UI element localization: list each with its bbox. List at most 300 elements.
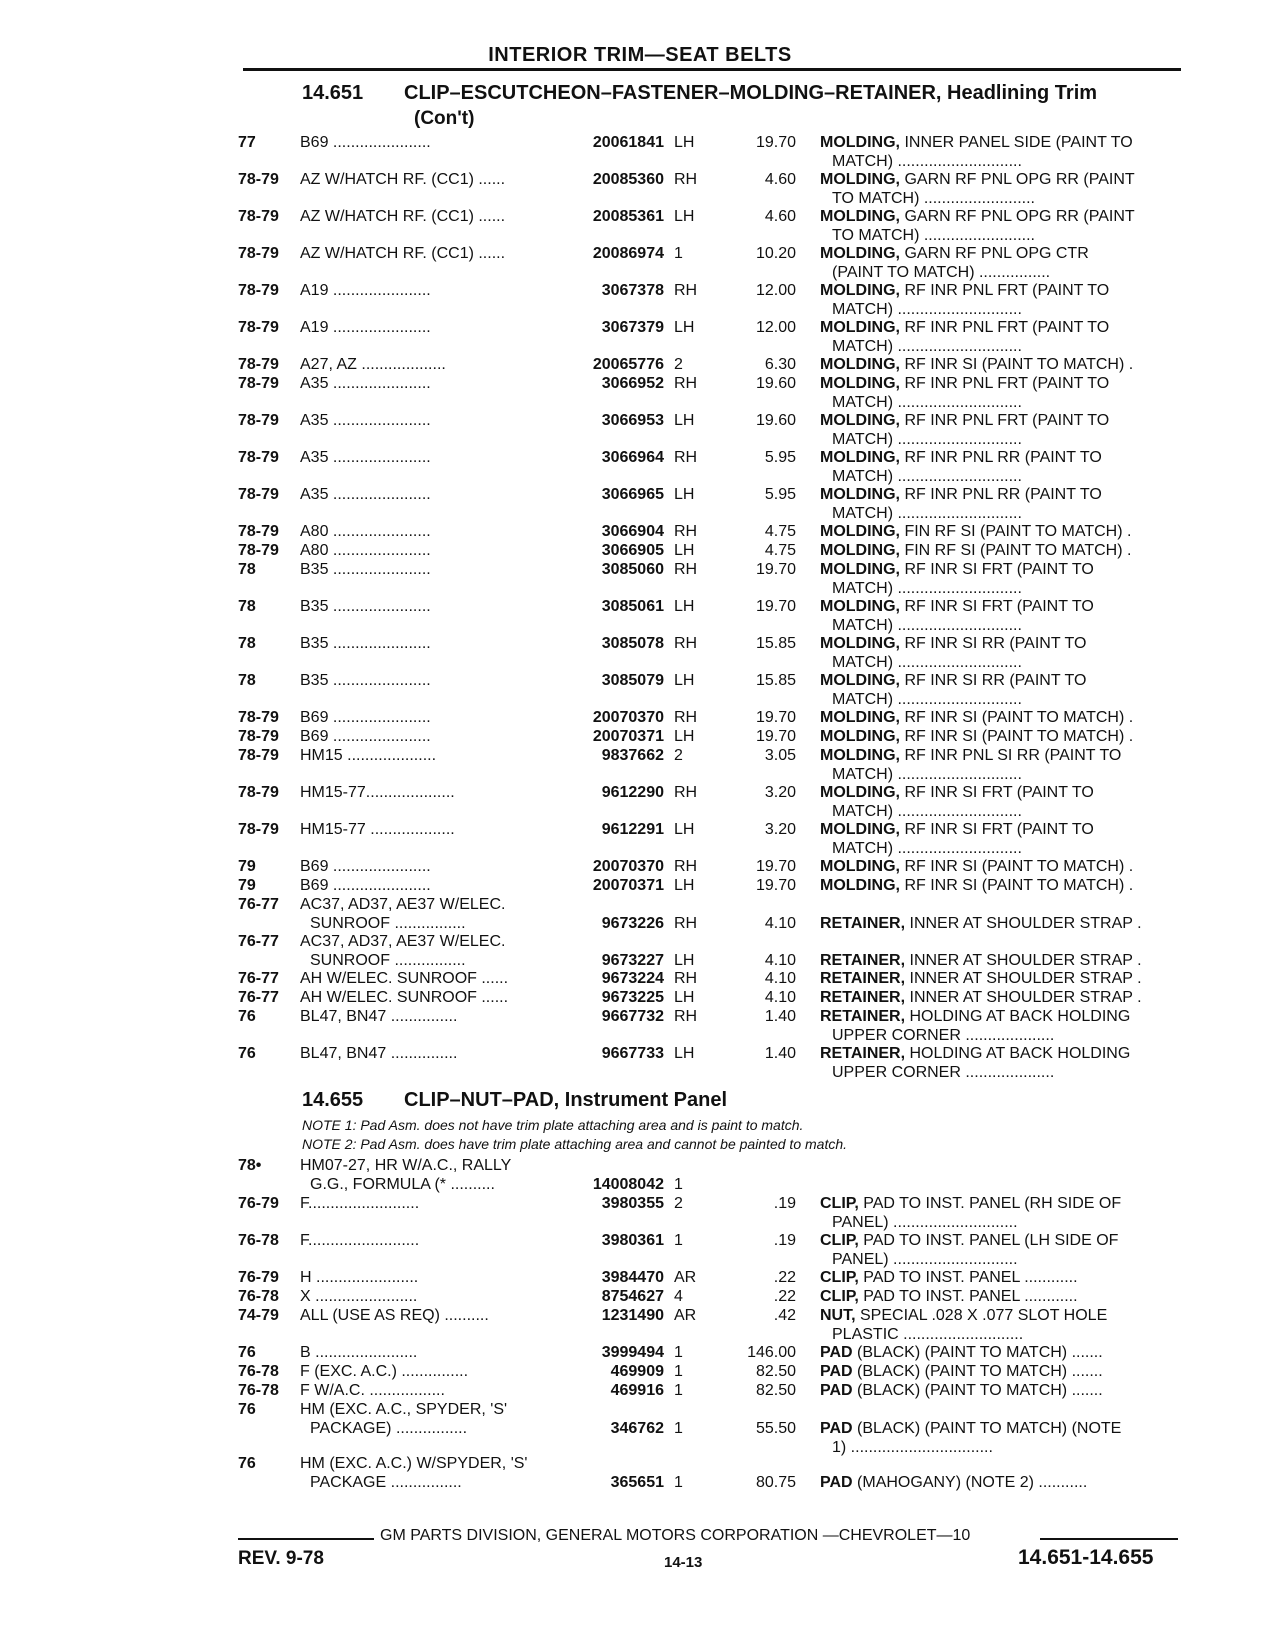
description-keyword: RETAINER, — [820, 915, 906, 932]
description-text: GARN RF PNL OPG RR (PAINT — [900, 171, 1135, 188]
description — [820, 281, 1180, 300]
price: 19.70 — [755, 598, 796, 615]
price: 3.05 — [764, 747, 796, 764]
description-cont: MATCH) ............................ — [832, 691, 1022, 708]
model-year: 77 — [238, 134, 256, 151]
price: 15.85 — [755, 672, 796, 689]
description-text: RF INR SI (PAINT TO MATCH) . — [900, 728, 1134, 745]
price: 19.70 — [755, 561, 796, 578]
part-number: 3066904 — [601, 523, 664, 540]
model-year: 78-79 — [238, 747, 279, 764]
application: A35 ...................... — [300, 412, 431, 429]
description-cont: MATCH) ............................ — [832, 803, 1022, 820]
application-cont: SUNROOF ................ — [310, 915, 466, 932]
section-number: 14.655 — [302, 1089, 364, 1111]
part-number: 20070370 — [592, 709, 664, 726]
quantity: RH — [674, 561, 698, 578]
price: 4.10 — [764, 989, 796, 1006]
section-number: 14.651 — [302, 82, 364, 104]
part-number: 9612291 — [601, 821, 664, 838]
application: B35 ...................... — [300, 635, 431, 652]
description — [820, 485, 1180, 504]
part-number: 3980355 — [601, 1195, 664, 1212]
description-keyword: MOLDING, — [820, 542, 900, 559]
footer-rule-left — [238, 1538, 374, 1540]
quantity: 4 — [674, 1288, 683, 1305]
model-year: 76-77 — [238, 933, 279, 950]
model-year: 78-79 — [238, 245, 279, 262]
description-keyword: MOLDING, — [820, 356, 900, 373]
part-number: 3066905 — [601, 542, 664, 559]
description-text: (BLACK) (PAINT TO MATCH) (NOTE — [852, 1420, 1122, 1437]
application: F (EXC. A.C.) ............... — [300, 1363, 469, 1380]
model-year: 78• — [238, 1157, 262, 1174]
description — [820, 969, 1180, 988]
model-year: 78-79 — [238, 709, 279, 726]
description-text: RF INR PNL FRT (PAINT TO — [900, 319, 1110, 336]
section-continued: (Con't) — [414, 108, 475, 129]
application: H ....................... — [300, 1269, 419, 1286]
description-keyword: CLIP, — [820, 1288, 859, 1305]
quantity: LH — [674, 542, 695, 559]
price: 1.40 — [764, 1008, 796, 1025]
part-number: 20070371 — [592, 728, 664, 745]
description-cont: MATCH) ............................ — [832, 394, 1022, 411]
description-keyword: MOLDING, — [820, 672, 900, 689]
part-number: 3085078 — [601, 635, 664, 652]
description-cont: PLASTIC ........................... — [832, 1326, 1024, 1343]
quantity: LH — [674, 1045, 695, 1062]
part-number: 3066952 — [601, 375, 664, 392]
part-number: 3066964 — [601, 449, 664, 466]
description — [820, 1231, 1180, 1250]
model-year: 76-78 — [238, 1382, 279, 1399]
model-year: 78-79 — [238, 449, 279, 466]
model-year: 76-79 — [238, 1195, 279, 1212]
application: B69 ...................... — [300, 858, 431, 875]
model-year: 78-79 — [238, 412, 279, 429]
description-text: GARN RF PNL OPG CTR — [900, 245, 1089, 262]
description-keyword: MOLDING, — [820, 523, 900, 540]
description-text: RF INR SI FRT (PAINT TO — [900, 598, 1094, 615]
description-keyword: MOLDING, — [820, 709, 900, 726]
description — [820, 374, 1180, 393]
quantity: RH — [674, 449, 698, 466]
price: 4.10 — [764, 952, 796, 969]
model-year: 78 — [238, 635, 256, 652]
description-keyword: MOLDING, — [820, 858, 900, 875]
description-keyword: MOLDING, — [820, 171, 900, 188]
quantity: LH — [674, 319, 695, 336]
description-text: RF INR PNL FRT (PAINT TO — [900, 282, 1110, 299]
application: B69 ...................... — [300, 709, 431, 726]
application: AZ W/HATCH RF. (CC1) ...... — [300, 245, 506, 262]
application: A80 ...................... — [300, 523, 431, 540]
price: 12.00 — [755, 282, 796, 299]
description-keyword: PAD — [820, 1420, 853, 1437]
part-number: 9667733 — [601, 1045, 664, 1062]
description-keyword: MOLDING, — [820, 728, 900, 745]
application: AZ W/HATCH RF. (CC1) ...... — [300, 171, 506, 188]
description-keyword: MOLDING, — [820, 412, 900, 429]
description-cont: TO MATCH) ......................... — [832, 227, 1035, 244]
quantity: RH — [674, 1008, 698, 1025]
description-text: RF INR PNL FRT (PAINT TO — [900, 412, 1110, 429]
part-number: 3999494 — [601, 1344, 664, 1361]
part-number: 9837662 — [601, 747, 664, 764]
quantity: LH — [674, 952, 695, 969]
price: 4.60 — [764, 171, 796, 188]
part-number: 1231490 — [601, 1307, 664, 1324]
model-year: 76 — [238, 1344, 256, 1361]
price: 19.70 — [755, 877, 796, 894]
part-number: 14008042 — [592, 1176, 664, 1193]
description-text: INNER AT SHOULDER STRAP . — [905, 970, 1142, 987]
section-title: CLIP–ESCUTCHEON–FASTENER–MOLDING–RETAINER, Headlining Trim — [404, 82, 1098, 104]
description-keyword: MOLDING, — [820, 375, 900, 392]
description-text: RF INR SI RR (PAINT TO — [900, 672, 1087, 689]
application-cont: SUNROOF ................ — [310, 952, 466, 969]
application: A35 ...................... — [300, 375, 431, 392]
model-year: 78-79 — [238, 208, 279, 225]
model-year: 78-79 — [238, 375, 279, 392]
price: 19.70 — [755, 728, 796, 745]
application: A19 ...................... — [300, 319, 431, 336]
description-text: INNER AT SHOULDER STRAP . — [905, 915, 1142, 932]
description — [820, 318, 1180, 337]
quantity: LH — [674, 208, 695, 225]
price: 4.10 — [764, 915, 796, 932]
part-number: 3066953 — [601, 412, 664, 429]
description — [820, 1343, 1180, 1362]
part-number: 20070370 — [592, 858, 664, 875]
price: .22 — [773, 1288, 796, 1305]
description — [820, 133, 1180, 152]
application: B69 ...................... — [300, 877, 431, 894]
description-text: FIN RF SI (PAINT TO MATCH) . — [900, 523, 1132, 540]
description-cont: MATCH) ............................ — [832, 580, 1022, 597]
description-text: RF INR SI (PAINT TO MATCH) . — [900, 877, 1134, 894]
quantity: 1 — [674, 1382, 683, 1399]
quantity: AR — [674, 1307, 697, 1324]
description-keyword: MOLDING, — [820, 486, 900, 503]
description — [820, 988, 1180, 1007]
description-cont: UPPER CORNER .................... — [832, 1027, 1055, 1044]
price: 4.75 — [764, 523, 796, 540]
price: 19.60 — [755, 412, 796, 429]
description — [820, 355, 1180, 374]
description-text: HOLDING AT BACK HOLDING — [905, 1008, 1131, 1025]
part-number: 3067378 — [601, 282, 664, 299]
application: A35 ...................... — [300, 486, 431, 503]
section-heading-14-651 — [302, 82, 1097, 105]
price: 146.00 — [747, 1344, 796, 1361]
description-text: RF INR PNL SI RR (PAINT TO — [900, 747, 1122, 764]
part-number: 20085361 — [592, 208, 664, 225]
description — [820, 634, 1180, 653]
description — [820, 1268, 1180, 1287]
application: AZ W/HATCH RF. (CC1) ...... — [300, 208, 506, 225]
model-year: 76-77 — [238, 989, 279, 1006]
application: AC37, AD37, AE37 W/ELEC. — [300, 933, 506, 950]
quantity: LH — [674, 728, 695, 745]
note-2: NOTE 2: Pad Asm. does have trim plate attaching area and cannot be painted to match. — [302, 1136, 848, 1152]
description-text: RF INR SI RR (PAINT TO — [900, 635, 1087, 652]
description-cont: UPPER CORNER .................... — [832, 1064, 1055, 1081]
description-keyword: CLIP, — [820, 1269, 859, 1286]
quantity: 1 — [674, 1176, 683, 1193]
description-cont: MATCH) ............................ — [832, 505, 1022, 522]
model-year: 76 — [238, 1455, 256, 1472]
part-number: 3085060 — [601, 561, 664, 578]
footer-rule-right — [1040, 1538, 1178, 1540]
description-text: RF INR PNL RR (PAINT TO — [900, 486, 1102, 503]
quantity: RH — [674, 709, 698, 726]
description-keyword: RETAINER, — [820, 952, 906, 969]
application: BL47, BN47 ............... — [300, 1045, 458, 1062]
quantity: 2 — [674, 356, 683, 373]
model-year: 78-79 — [238, 728, 279, 745]
description-keyword: PAD — [820, 1382, 853, 1399]
section-heading-14-655 — [302, 1089, 727, 1112]
description-cont: MATCH) ............................ — [832, 766, 1022, 783]
part-number: 3067379 — [601, 319, 664, 336]
part-number: 3980361 — [601, 1232, 664, 1249]
description — [820, 448, 1180, 467]
description — [820, 708, 1180, 727]
description-keyword: MOLDING, — [820, 598, 900, 615]
description-text: RF INR SI FRT (PAINT TO — [900, 561, 1094, 578]
price: 5.95 — [764, 486, 796, 503]
description-text: INNER AT SHOULDER STRAP . — [905, 989, 1142, 1006]
price: 1.40 — [764, 1045, 796, 1062]
application: AH W/ELEC. SUNROOF ...... — [300, 970, 509, 987]
description-text: PAD TO INST. PANEL ............ — [858, 1269, 1078, 1286]
description — [820, 727, 1180, 746]
application: A19 ...................... — [300, 282, 431, 299]
part-number: 3984470 — [601, 1269, 664, 1286]
application: BL47, BN47 ............... — [300, 1008, 458, 1025]
description-keyword: MOLDING, — [820, 635, 900, 652]
part-number: 469909 — [610, 1363, 664, 1380]
quantity: LH — [674, 134, 695, 151]
description-cont: MATCH) ............................ — [832, 840, 1022, 857]
price: 19.70 — [755, 709, 796, 726]
description-cont: (PAINT TO MATCH) ................ — [832, 264, 1051, 281]
price: 82.50 — [755, 1382, 796, 1399]
description — [820, 1306, 1180, 1325]
part-number: 20061841 — [592, 134, 664, 151]
model-year: 76-78 — [238, 1288, 279, 1305]
description-text: (BLACK) (PAINT TO MATCH) ....... — [852, 1382, 1103, 1399]
price: 4.60 — [764, 208, 796, 225]
description-keyword: CLIP, — [820, 1195, 859, 1212]
quantity: LH — [674, 672, 695, 689]
title-rule — [243, 68, 1181, 71]
model-year: 78-79 — [238, 319, 279, 336]
part-number: 3085061 — [601, 598, 664, 615]
footer-section-range: 14.651-14.655 — [1018, 1546, 1154, 1569]
description-text: RF INR SI (PAINT TO MATCH) . — [900, 356, 1134, 373]
description-text: (BLACK) (PAINT TO MATCH) ....... — [852, 1363, 1103, 1380]
part-number: 20085360 — [592, 171, 664, 188]
footer-revision: REV. 9-78 — [238, 1548, 324, 1569]
section-title: CLIP–NUT–PAD, Instrument Panel — [404, 1089, 728, 1111]
page-title: INTERIOR TRIM—SEAT BELTS — [488, 44, 792, 66]
application-cont: PACKAGE ................ — [310, 1474, 462, 1491]
part-number: 9673225 — [601, 989, 664, 1006]
model-year: 78-79 — [238, 542, 279, 559]
model-year: 76-79 — [238, 1269, 279, 1286]
description — [820, 914, 1180, 933]
quantity: 1 — [674, 1232, 683, 1249]
description-keyword: MOLDING, — [820, 134, 900, 151]
application-cont: G.G., FORMULA (* .......... — [310, 1176, 495, 1193]
application: A80 ...................... — [300, 542, 431, 559]
price: 4.75 — [764, 542, 796, 559]
part-number: 9673224 — [601, 970, 664, 987]
quantity: LH — [674, 877, 695, 894]
application: F......................... — [300, 1232, 420, 1249]
footer-page-number: 14-13 — [664, 1554, 703, 1571]
model-year: 76-78 — [238, 1363, 279, 1380]
description-text: PAD TO INST. PANEL (RH SIDE OF — [858, 1195, 1122, 1212]
model-year: 78 — [238, 672, 256, 689]
description-keyword: MOLDING, — [820, 561, 900, 578]
description — [820, 671, 1180, 690]
application: X ....................... — [300, 1288, 418, 1305]
quantity: 1 — [674, 1363, 683, 1380]
quantity: 1 — [674, 245, 683, 262]
quantity: 1 — [674, 1474, 683, 1491]
description — [820, 1362, 1180, 1381]
description — [820, 1473, 1180, 1492]
model-year: 78-79 — [238, 356, 279, 373]
model-year: 78-79 — [238, 784, 279, 801]
description — [820, 541, 1180, 560]
price: 5.95 — [764, 449, 796, 466]
price: 3.20 — [764, 821, 796, 838]
description-cont: MATCH) ............................ — [832, 301, 1022, 318]
part-number: 365651 — [610, 1474, 664, 1491]
description-text: (BLACK) (PAINT TO MATCH) ....... — [852, 1344, 1103, 1361]
description-keyword: NUT, — [820, 1307, 856, 1324]
quantity: LH — [674, 821, 695, 838]
description-cont: PANEL) ............................ — [832, 1214, 1018, 1231]
footer-publisher: GM PARTS DIVISION, GENERAL MOTORS CORPORATION —CHEVROLET—10 — [380, 1527, 971, 1544]
description-cont: MATCH) ............................ — [832, 338, 1022, 355]
description — [820, 1007, 1180, 1026]
description-text: INNER AT SHOULDER STRAP . — [905, 952, 1142, 969]
description — [820, 951, 1180, 970]
description-text: PAD TO INST. PANEL ............ — [858, 1288, 1078, 1305]
description-keyword: CLIP, — [820, 1232, 859, 1249]
model-year: 76 — [238, 1045, 256, 1062]
description — [820, 597, 1180, 616]
part-number: 8754627 — [601, 1288, 664, 1305]
model-year: 76 — [238, 1008, 256, 1025]
description-text: (MAHOGANY) (NOTE 2) ........... — [852, 1474, 1088, 1491]
model-year: 79 — [238, 877, 256, 894]
quantity: RH — [674, 171, 698, 188]
application: A35 ...................... — [300, 449, 431, 466]
quantity: LH — [674, 412, 695, 429]
description — [820, 1194, 1180, 1213]
description-text: HOLDING AT BACK HOLDING — [905, 1045, 1131, 1062]
note-1: NOTE 1: Pad Asm. does not have trim plate attaching area and is paint to match. — [302, 1117, 804, 1133]
description-text: RF INR PNL RR (PAINT TO — [900, 449, 1102, 466]
description-cont: MATCH) ............................ — [832, 617, 1022, 634]
price: 80.75 — [755, 1474, 796, 1491]
description-keyword: RETAINER, — [820, 1008, 906, 1025]
quantity: RH — [674, 282, 698, 299]
part-number: 3066965 — [601, 486, 664, 503]
model-year: 78-79 — [238, 282, 279, 299]
price: 19.70 — [755, 858, 796, 875]
quantity: RH — [674, 635, 698, 652]
application-cont: PACKAGE) ................ — [310, 1420, 468, 1437]
application: ALL (USE AS REQ) .......... — [300, 1307, 489, 1324]
quantity: 2 — [674, 747, 683, 764]
application: B ....................... — [300, 1344, 418, 1361]
part-number: 9612290 — [601, 784, 664, 801]
application: AC37, AD37, AE37 W/ELEC. — [300, 896, 506, 913]
application: F......................... — [300, 1195, 420, 1212]
model-year: 78-79 — [238, 171, 279, 188]
description — [820, 1419, 1180, 1438]
model-year: 74-79 — [238, 1307, 279, 1324]
price: .22 — [773, 1269, 796, 1286]
application: B35 ...................... — [300, 561, 431, 578]
application: B35 ...................... — [300, 598, 431, 615]
description — [820, 1381, 1180, 1400]
price: 19.70 — [755, 134, 796, 151]
application: HM (EXC. A.C., SPYDER, 'S' — [300, 1401, 508, 1418]
part-number: 346762 — [610, 1420, 664, 1437]
description — [820, 876, 1180, 895]
application: F W/A.C. ................. — [300, 1382, 445, 1399]
model-year: 76-77 — [238, 970, 279, 987]
quantity: 2 — [674, 1195, 683, 1212]
description-cont: 1) ................................ — [832, 1439, 993, 1456]
application: HM15-77 ................... — [300, 821, 455, 838]
description — [820, 1044, 1180, 1063]
description-keyword: MOLDING, — [820, 877, 900, 894]
description — [820, 411, 1180, 430]
quantity: RH — [674, 858, 698, 875]
description-cont: MATCH) ............................ — [832, 153, 1022, 170]
part-number: 9667732 — [601, 1008, 664, 1025]
description-keyword: MOLDING, — [820, 282, 900, 299]
price: 55.50 — [755, 1420, 796, 1437]
description-text: SPECIAL .028 X .077 SLOT HOLE — [855, 1307, 1108, 1324]
model-year: 78-79 — [238, 486, 279, 503]
price: 3.20 — [764, 784, 796, 801]
quantity: RH — [674, 523, 698, 540]
quantity: 1 — [674, 1420, 683, 1437]
application: HM15-77.................... — [300, 784, 455, 801]
quantity: RH — [674, 915, 698, 932]
part-number: 20086974 — [592, 245, 664, 262]
description-cont: MATCH) ............................ — [832, 654, 1022, 671]
part-number: 9673227 — [601, 952, 664, 969]
application: HM07-27, HR W/A.C., RALLY — [300, 1157, 512, 1174]
model-year: 76-77 — [238, 896, 279, 913]
description-text: PAD TO INST. PANEL (LH SIDE OF — [858, 1232, 1119, 1249]
price: .19 — [773, 1232, 796, 1249]
price: .42 — [773, 1307, 796, 1324]
price: 4.10 — [764, 970, 796, 987]
